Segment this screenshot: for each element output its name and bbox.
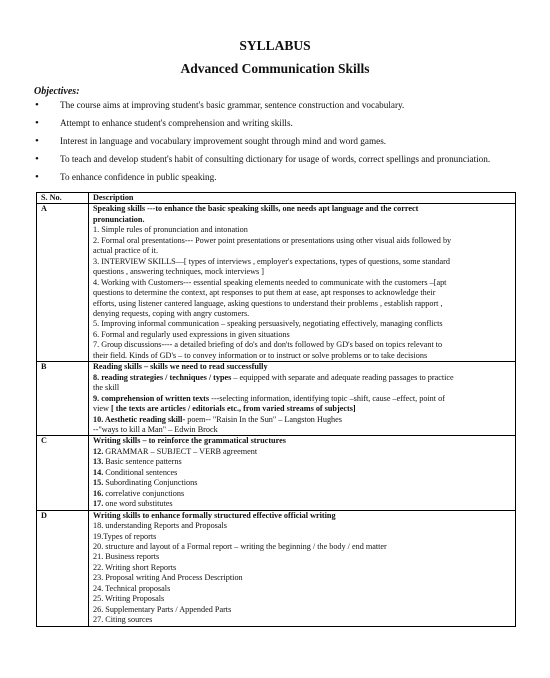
description-line: 25. Writing Proposals xyxy=(93,594,165,604)
description-line: 2. Formal oral presentations--- Power point presentations or presentations using other visual aids followed by xyxy=(93,235,452,245)
description-line xyxy=(93,404,514,414)
description-cell xyxy=(89,362,516,436)
sno-cell: A xyxy=(37,204,89,362)
topic-label: [ the texts are articles / editorials etc., from varied streams of subjects] xyxy=(110,404,356,414)
objective-item: • To enhance confidence in public speaking. xyxy=(34,171,490,183)
item-number: 14. xyxy=(93,467,104,477)
table-header-row xyxy=(37,193,516,204)
sno-cell: B xyxy=(37,362,89,436)
column-header-description: Description xyxy=(89,193,516,204)
topic-label: 8. reading strategies / techniques / types xyxy=(93,372,232,382)
syllabus-table xyxy=(36,192,516,627)
description-cell xyxy=(89,436,516,510)
item-text: Conditional sentences xyxy=(103,467,178,477)
description-line: 6. Formal and regularly used expressions in given situations xyxy=(93,329,290,339)
description-line xyxy=(93,447,514,457)
description-line: 26. Supplementary Parts / Appended Parts xyxy=(93,604,232,614)
description-line xyxy=(93,478,514,488)
description-line xyxy=(93,468,514,478)
topic-detail: ---selecting information, identifying topic –shift, cause –effect, point of xyxy=(209,393,445,403)
description-line: efforts, using listener cantered language, asking questions to understand their problems , establish rapport , xyxy=(93,298,443,308)
description-line: 3. INTERVIEW SKILLS—[ types of interviews , employer's expectations, types of questions, some standard xyxy=(93,256,450,266)
description-line: the skill xyxy=(93,383,120,393)
sno-cell: C xyxy=(37,436,89,510)
description-line: denying requests, coping with angry customers. xyxy=(93,308,250,318)
description-line: 5. Improving informal communication – speaking persuasively, negotiating effectively, managing conflicts xyxy=(93,319,443,329)
topic-detail: poem-- "Raisin In the Sun" – Langston Hughes xyxy=(185,414,342,424)
description-cell xyxy=(89,510,516,626)
table-row xyxy=(37,510,516,626)
item-text: one word substitutes xyxy=(103,499,173,509)
section-heading: Reading skills – skills we need to read successfully xyxy=(93,362,268,372)
page-title: SYLLABUS xyxy=(239,38,311,53)
objective-item: • The course aims at improving student's basic grammar, sentence construction and vocabulary. xyxy=(34,99,490,111)
description-line: 27. Citing sources xyxy=(93,615,153,625)
description-line: 1. Simple rules of pronunciation and intonation xyxy=(93,225,248,235)
description-line: actual practice of it. xyxy=(93,246,159,256)
description-line xyxy=(93,394,514,404)
objective-item: • To teach and develop student's habit of consulting dictionary for usage of words, correct spellings and pronunciation. xyxy=(34,153,490,165)
item-number: 17. xyxy=(93,499,104,509)
item-number: 13. xyxy=(93,457,104,467)
objectives-heading: Objectives: xyxy=(34,86,80,97)
topic-detail: view xyxy=(93,404,111,414)
sno-cell: D xyxy=(37,510,89,626)
objective-item: • Attempt to enhance student's comprehension and writing skills. xyxy=(34,117,490,129)
description-line: 7. Group discussions---- a detailed briefing of do's and don'ts followed by GD's based on topics relevant to xyxy=(93,340,443,350)
section-heading: Speaking skills ---to enhance the basic speaking skills, one needs apt language and the correct xyxy=(93,204,419,214)
description-line xyxy=(93,415,514,425)
objectives-list xyxy=(34,99,490,183)
description-line: questions to determine the context, apt responses to put them at ease, apt responses to acknowledge their xyxy=(93,288,436,298)
description-line: --"ways to kill a Man" – Edwin Brock xyxy=(93,424,218,434)
description-line: questions , answering techniques, mock interviews ] xyxy=(93,267,264,277)
item-number: 15. xyxy=(93,478,104,488)
item-number: 16. xyxy=(93,488,104,498)
course-title: Advanced Communication Skills xyxy=(180,61,370,76)
item-text: correlative conjunctions xyxy=(103,488,185,498)
table-body xyxy=(37,204,516,626)
item-text: GRAMMAR – SUBJECT – VERB agreement xyxy=(103,446,258,456)
topic-label: 10. Aesthetic reading skill- xyxy=(93,414,186,424)
section-heading: Writing skills to enhance formally structured effective official writing xyxy=(93,510,336,520)
table-row xyxy=(37,204,516,362)
description-line: 21. Business reports xyxy=(93,552,160,562)
table-row xyxy=(37,436,516,510)
section-heading: Writing skills – to reinforce the grammatical structures xyxy=(93,436,286,446)
description-line: 18. understanding Reports and Proposals xyxy=(93,521,227,531)
table-row xyxy=(37,362,516,436)
description-line xyxy=(93,457,514,467)
topic-detail: – equipped with separate and adequate reading passages to practice xyxy=(231,372,454,382)
description-cell xyxy=(89,204,516,362)
item-text: Basic sentence patterns xyxy=(103,457,182,467)
description-line xyxy=(93,499,514,509)
description-line: 23. Proposal writing And Process Description xyxy=(93,573,243,583)
objective-item: • Interest in language and vocabulary improvement sought through mind and word games. xyxy=(34,135,490,147)
description-line: their field. Kinds of GD's – to convey information or to instruct or solve problems or to take decisions xyxy=(93,350,428,360)
description-line xyxy=(93,373,514,383)
description-line: 24. Technical proposals xyxy=(93,583,171,593)
description-line xyxy=(93,489,514,499)
section-heading: pronunciation. xyxy=(93,214,145,224)
column-header-sno: S. No. xyxy=(37,193,89,204)
description-line: 4. Working with Customers--- essential speaking elements needed to communicate with the customers –[apt xyxy=(93,277,447,287)
description-line: 22. Writing short Reports xyxy=(93,562,177,572)
description-line: 20. structure and layout of a Formal report – writing the beginning / the body / end matter xyxy=(93,541,387,551)
item-text: Subordinating Conjunctions xyxy=(103,478,198,488)
topic-label: 9. comprehension of written texts xyxy=(93,393,210,403)
item-number: 12. xyxy=(93,446,104,456)
description-line: 19.Types of reports xyxy=(93,531,157,541)
